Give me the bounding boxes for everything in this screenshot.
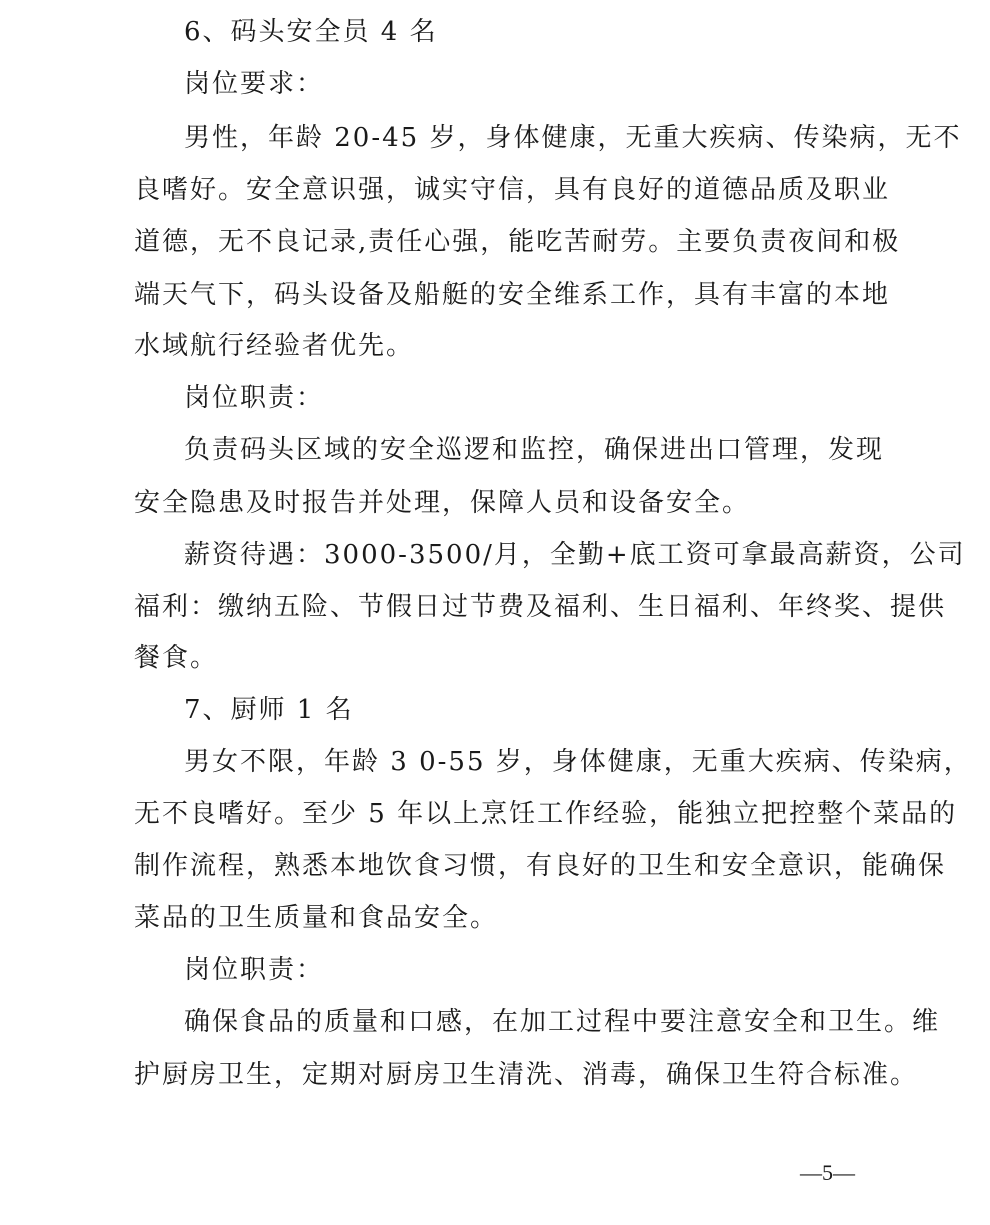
subheading-requirements: 岗位要求： xyxy=(184,69,325,99)
paragraph-line: 负责码头区域的安全巡逻和监控，确保进出口管理，发现 xyxy=(184,435,885,465)
paragraph-line: 无不良嗜好。至少 5 年以上烹饪工作经验，能独立把控整个菜品的 xyxy=(134,799,958,829)
paragraph-line: 薪资待遇：3000-3500/月，全勤+底工资可拿最高薪资，公司 xyxy=(184,540,966,570)
paragraph-line: 餐食。 xyxy=(134,643,219,673)
paragraph-line: 福利：缴纳五险、节假日过节费及福利、生日福利、年终奖、提供 xyxy=(134,592,947,622)
section-heading-chef: 7、厨师 1 名 xyxy=(184,695,354,725)
paragraph-line: 确保食品的质量和口感，在加工过程中要注意安全和卫生。维 xyxy=(184,1007,941,1037)
paragraph-line: 男性，年龄 20-45 岁，身体健康，无重大疾病、传染病，无不 xyxy=(184,123,962,153)
paragraph-line: 制作流程，熟悉本地饮食习惯，有良好的卫生和安全意识，能确保 xyxy=(134,851,947,881)
paragraph-line: 菜品的卫生质量和食品安全。 xyxy=(134,903,499,933)
paragraph-line: 良嗜好。安全意识强，诚实守信，具有良好的道德品质及职业 xyxy=(134,175,891,205)
paragraph-line: 护厨房卫生，定期对厨房卫生清洗、消毒，确保卫生符合标准。 xyxy=(134,1060,919,1090)
subheading-duties: 岗位职责： xyxy=(184,383,325,413)
paragraph-line: 道德，无不良记录,责任心强，能吃苦耐劳。主要负责夜间和极 xyxy=(134,227,901,257)
paragraph-line: 安全隐患及时报告并处理，保障人员和设备安全。 xyxy=(134,488,751,518)
section-heading-dock-safety-officer: 6、码头安全员 4 名 xyxy=(184,17,438,47)
page-number: —5— xyxy=(800,1160,855,1185)
paragraph-line: 水域航行经验者优先。 xyxy=(134,331,415,361)
paragraph-line: 端天气下，码头设备及船艇的安全维系工作，具有丰富的本地 xyxy=(134,280,891,310)
subheading-duties: 岗位职责： xyxy=(184,955,325,985)
paragraph-line: 男女不限，年龄 3 0-55 岁，身体健康，无重大疾病、传染病， xyxy=(184,747,972,777)
